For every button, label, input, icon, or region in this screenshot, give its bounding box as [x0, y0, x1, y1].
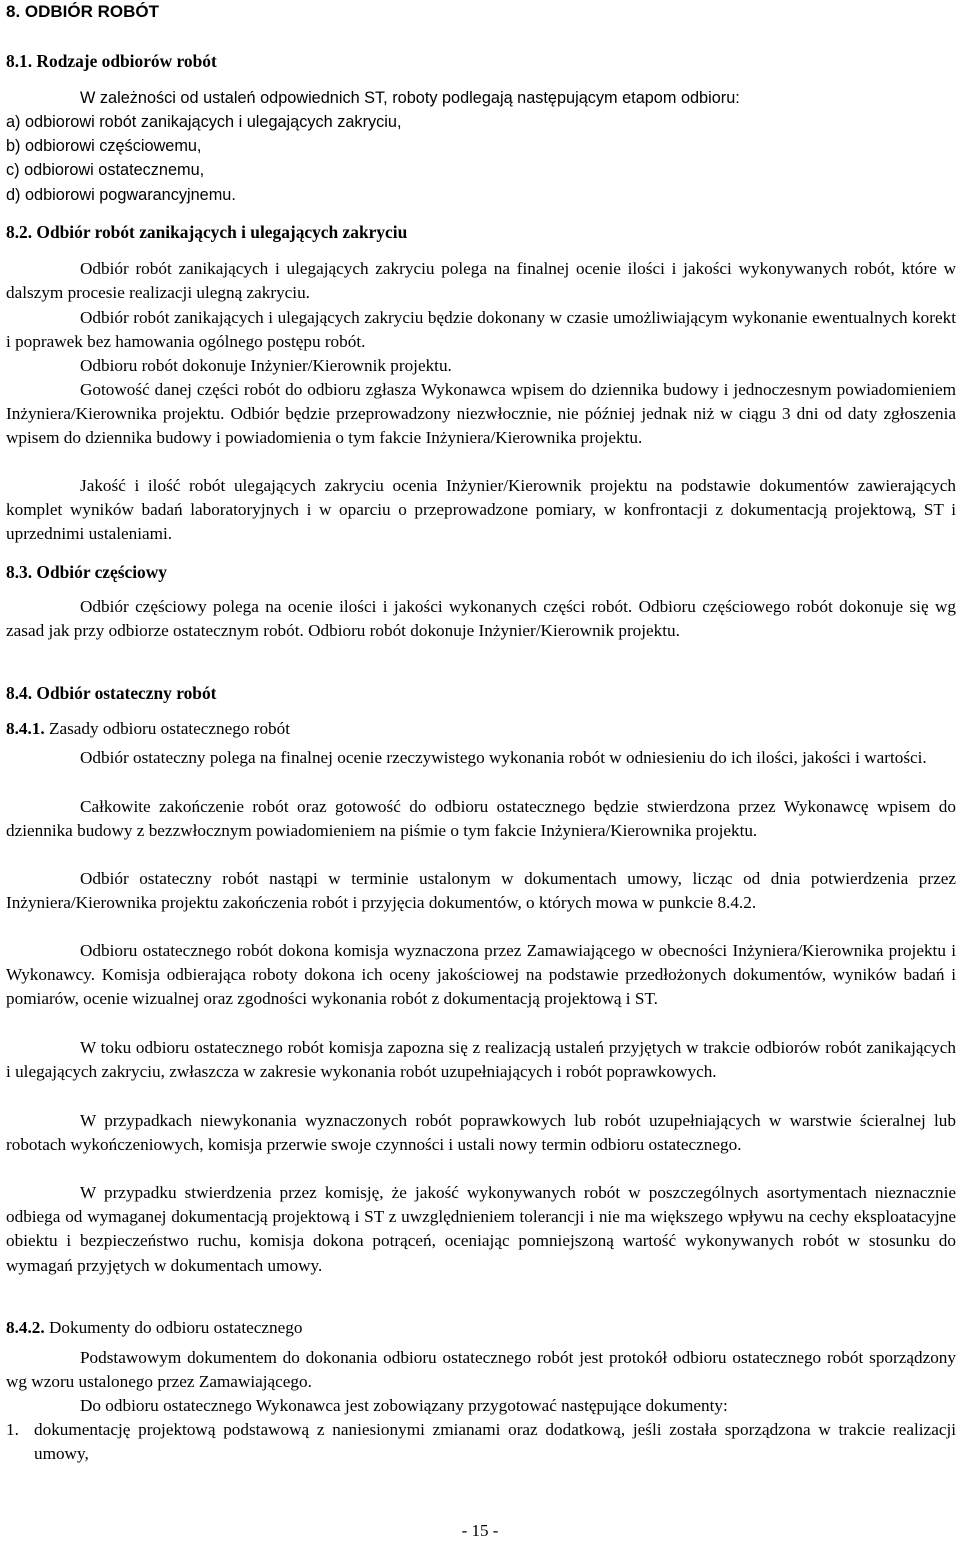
- subsection-number: 8.4.1.: [6, 719, 45, 738]
- subsection-title: Dokumenty do odbioru ostatecznego: [44, 1318, 303, 1337]
- paragraph: Odbioru robót dokonuje Inżynier/Kierownik projektu.: [80, 356, 452, 375]
- subsection-heading-8-4-2: [6, 1316, 302, 1340]
- numbered-list-item: [6, 1418, 956, 1466]
- paragraph: Odbiór robót zanikających i ulegających zakryciu polega na finalnej ocenie ilości i jakości wykonywanych robót, które w dalszym procesie realizacji ulegną zakryciu.: [6, 259, 956, 303]
- list-item: d) odbiorowi pogwarancyjnemu.: [6, 185, 236, 204]
- paragraph: Odbiór częściowy polega na ocenie ilości i jakości wykonanych części robót. Odbioru częściowego robót dokonuje się wg zasad jak przy odbiorze ostatecznym robót. Odbioru robót dokonuje Inżynier/Kierownik projektu.: [6, 597, 956, 641]
- paragraph: Odbioru ostatecznego robót dokona komisja wyznaczona przez Zamawiającego w obecności Inżyniera/Kierownika projektu i Wykonawcy. Komisja odbierająca roboty dokona ich oceny jakościowej na podstawie przedłożonych dokumentów, wyników badań i pomiarów, ocenie wizualnej oraz zgodności wykonania robót z dokumentacją projektową i ST.: [6, 941, 956, 1009]
- paragraph: W przypadku stwierdzenia przez komisję, że jakość wykonywanych robót w poszczególnych asortymentach nieznacznie odbiega od wymaganej dokumentacją projektową i ST z uwzględnieniem tolerancji i nie ma większego wpływu na cechy eksploatacyjne obiektu i bezpieczeństwo ruchu, komisja dokona potrąceń, oceniając pomniejszoną wartość wykonywanych robót w stosunku do wymagań przyjętych w dokumentach umowy.: [6, 1183, 956, 1275]
- section-heading-8-3: 8.3. Odbiór częściowy: [6, 562, 168, 582]
- paragraph: Odbiór robót zanikających i ulegających zakryciu będzie dokonany w czasie umożliwiającym wykonanie ewentualnych korekt i poprawek bez hamowania ogólnego postępu robót.: [6, 308, 956, 352]
- chapter-title: 8. ODBIÓR ROBÓT: [6, 2, 160, 21]
- paragraph: W przypadkach niewykonania wyznaczonych robót poprawkowych lub robót uzupełniających w warstwie ścieralnej lub robotach wykończeniowych, komisja przerwie swoje czynności i ustali nowy termin odbioru ostatecznego.: [6, 1111, 956, 1155]
- paragraph: Podstawowym dokumentem do dokonania odbioru ostatecznego robót jest protokół odbioru ostatecznego robót sporządzony wg wzoru ustalonego przez Zamawiającego.: [6, 1348, 956, 1392]
- list-item: a) odbiorowi robót zanikających i ulegających zakryciu,: [6, 113, 402, 131]
- section-heading-8-4: 8.4. Odbiór ostateczny robót: [6, 683, 217, 703]
- paragraph: Odbiór ostateczny robót nastąpi w terminie ustalonym w dokumentach umowy, licząc od dnia potwierdzenia przez Inżyniera/Kierownika projektu zakończenia robót i przyjęcia dokumentów, o których mowa w punkcie 8.4.2.: [6, 869, 956, 913]
- subsection-heading-8-4-1: [6, 717, 290, 741]
- paragraph: Jakość i ilość robót ulegających zakryciu ocenia Inżynier/Kierownik projektu na podstawie dokumentów zawierających komplet wyników badań laboratoryjnych i w oparciu o przeprowadzone pomiary, w konfrontacji z dokumentacją projektową, ST i uprzednimi ustaleniami.: [6, 476, 956, 544]
- paragraph: Do odbioru ostatecznego Wykonawca jest zobowiązany przygotować następujące dokumenty:: [80, 1396, 728, 1415]
- subsection-number: 8.4.2.: [6, 1318, 45, 1337]
- paragraph: Całkowite zakończenie robót oraz gotowość do odbioru ostatecznego będzie stwierdzona przez Wykonawcę wpisem do dziennika budowy z bezzwłocznym powiadomieniem na piśmie o tym fakcie Inżyniera/Kierownika projektu.: [6, 797, 956, 841]
- section-heading-8-1: 8.1. Rodzaje odbiorów robót: [6, 51, 217, 71]
- list-item: c) odbiorowi ostatecznemu,: [6, 161, 205, 180]
- page-number: - 15 -: [461, 1521, 499, 1540]
- paragraph: Odbiór ostateczny polega na finalnej ocenie rzeczywistego wykonania robót w odniesieniu do ich ilości, jakości i wartości.: [80, 748, 927, 767]
- subsection-title: Zasady odbioru ostatecznego robót: [44, 719, 290, 738]
- list-number: 1.: [6, 1420, 19, 1439]
- section-8-1-list: [6, 110, 956, 207]
- list-item: b) odbiorowi częściowemu,: [6, 137, 202, 156]
- paragraph: Gotowość danej części robót do odbioru zgłasza Wykonawca wpisem do dziennika budowy i jednoczesnym powiadomieniem Inżyniera/Kierownika projektu. Odbiór będzie przeprowadzony niezwłocznie, nie później jednak niż w ciągu 3 dni od daty zgłoszenia wpisem do dziennika budowy i powiadomienia o tym fakcie Inżyniera/Kierownika projektu.: [6, 380, 956, 448]
- section-heading-8-2: 8.2. Odbiór robót zanikających i ulegających zakryciu: [6, 222, 408, 242]
- section-8-1-intro: W zależności od ustaleń odpowiednich ST, roboty podlegają następującym etapom odbioru:: [80, 89, 740, 107]
- list-item-text: dokumentację projektową podstawową z naniesionymi zmianami oraz dodatkową, jeśli została sporządzona w trakcie realizacji umowy,: [34, 1420, 956, 1464]
- paragraph: W toku odbioru ostatecznego robót komisja zapozna się z realizacją ustaleń przyjętych w trakcie odbiorów robót zanikających i ulegających zakryciu, zwłaszcza w zakresie wykonania robót uzupełniających i robót poprawkowych.: [6, 1038, 956, 1082]
